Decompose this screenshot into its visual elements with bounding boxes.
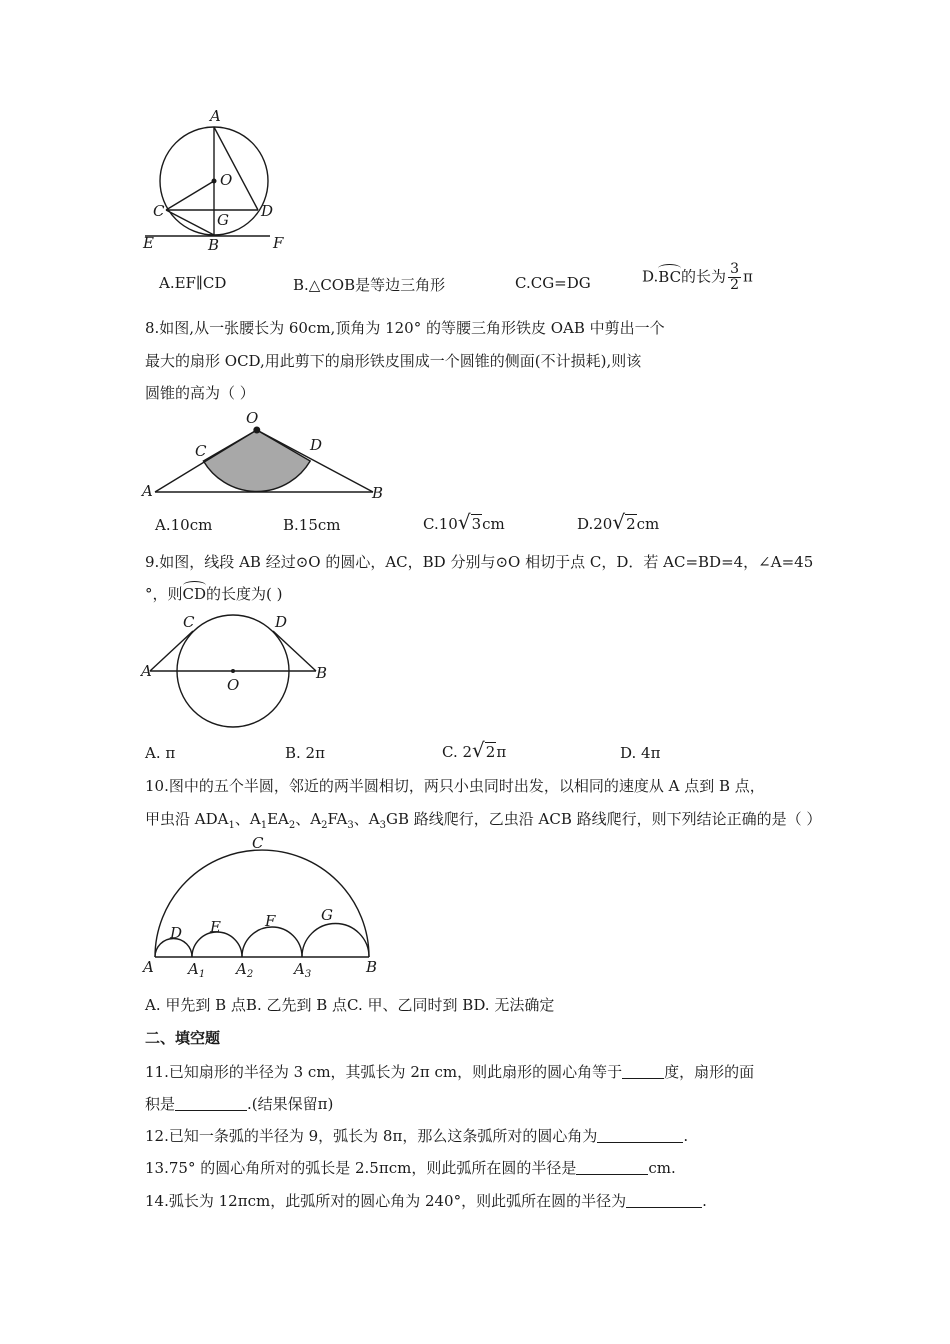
- q7-option-a: A.EF∥CD: [159, 274, 227, 292]
- fig10-label-a: A: [143, 958, 154, 976]
- q13-text: 13.75° 的圆心角所对的弧长是 2.5πcm，则此弧所在圆的半径是 cm.: [145, 1159, 676, 1177]
- fig7-label-c: C: [153, 202, 165, 220]
- q7-circle-figure: [140, 108, 290, 253]
- q8-text-line3: 圆锥的高为（ ）: [145, 384, 255, 402]
- q7-option-d: D.BC的长为 $\frac{3}{2}$ π: [642, 261, 753, 293]
- q11-text-line1: 11.已知扇形的半径为 3 cm，其弧长为 2π cm，则此扇形的圆心角等于 度，扇形的面: [145, 1063, 755, 1081]
- q9-option-d: D. 4π: [620, 744, 661, 762]
- fig8-label-d: D: [310, 436, 323, 454]
- fig10-label-f: F: [265, 912, 276, 930]
- q8-text-line1: 8.如图,从一张腰长为 60cm,顶角为 120° 的等腰三角形铁皮 OAB 中剪出一个: [145, 319, 665, 337]
- fig7-label-d: D: [261, 202, 274, 220]
- q9-text-line1: 9.如图，线段 AB 经过⊙O 的圆心，AC，BD 分别与⊙O 相切于点 C，D．若 AC=BD=4，∠A=45: [145, 553, 814, 571]
- q9-text-line2: °，则CD的长度为( ): [145, 585, 283, 603]
- fig8-label-a: A: [142, 482, 153, 500]
- fig8-label-o: O: [246, 409, 259, 427]
- fig10-label-g: G: [321, 906, 333, 924]
- q9-tangent-figure: [140, 612, 330, 732]
- q10-semicircles-figure: [140, 836, 380, 981]
- fig10-label-b: B: [366, 958, 378, 976]
- fig9-label-d: D: [275, 613, 288, 631]
- fig7-label-e: E: [143, 234, 154, 252]
- fig7-label-b: B: [208, 236, 220, 253]
- fig9-label-c: C: [183, 613, 195, 631]
- fig10-label-a1: $A_1$: [188, 960, 206, 980]
- fig7-label-g: G: [217, 211, 229, 229]
- q7-option-c: C.CG=DG: [515, 274, 591, 292]
- q8-option-d: D.20√2cm: [577, 510, 660, 534]
- fig9-label-b: B: [316, 664, 328, 682]
- fig10-label-c: C: [252, 836, 264, 852]
- q8-option-b: B.15cm: [283, 516, 341, 534]
- q7-option-b: B.△COB是等边三角形: [293, 276, 446, 294]
- fig7-label-f: F: [273, 234, 284, 252]
- q9-option-c: C. 2√2π: [442, 738, 507, 762]
- fig10-label-a2: $A_2$: [236, 960, 254, 980]
- q11-text-line2: 积是 .(结果保留π): [145, 1095, 334, 1113]
- q11-blank-area[interactable]: [175, 1110, 247, 1111]
- q10-text-line1: 10.图中的五个半圆，邻近的两半圆相切，两只小虫同时出发，以相同的速度从 A 点到 B 点，: [145, 777, 765, 795]
- fig7-label-a: A: [210, 108, 221, 125]
- fig10-label-a3: $A_3$: [294, 960, 312, 980]
- q10-options: A. 甲先到 B 点B. 乙先到 B 点C. 甲、乙同时到 BD. 无法确定: [145, 996, 555, 1014]
- q10-text-line2: 甲虫沿 $ADA_1$、$A_1EA_2$、$A_2FA_3$、$A_3GB$ 路线爬行，乙虫沿 ACB 路线爬行，则下列结论正确的是（ ）: [145, 810, 822, 831]
- q9-option-b: B. 2π: [285, 744, 325, 762]
- fig8-label-c: C: [195, 442, 207, 460]
- q8-text-line2: 最大的扇形 OCD,用此剪下的扇形铁皮围成一个圆锥的侧面(不计损耗),则该: [145, 352, 642, 370]
- q8-option-c: C.10√3cm: [423, 510, 505, 534]
- q12-blank[interactable]: [597, 1142, 683, 1143]
- fig8-label-b: B: [372, 484, 384, 502]
- fig10-label-d: D: [170, 924, 183, 942]
- q8-option-a: A.10cm: [155, 516, 213, 534]
- q13-blank[interactable]: [576, 1174, 648, 1175]
- q11-blank-angle[interactable]: [622, 1078, 664, 1079]
- fig9-label-a: A: [141, 662, 152, 680]
- section-fill-in-heading: 二、填空题: [145, 1029, 221, 1047]
- q9-option-a: A. π: [145, 744, 176, 762]
- q12-text: 12.已知一条弧的半径为 9，弧长为 8π，那么这条弧所对的圆心角为 .: [145, 1127, 689, 1145]
- q8-sector-figure: [140, 408, 390, 503]
- fig10-label-e: E: [210, 918, 221, 936]
- q14-blank[interactable]: [626, 1207, 702, 1208]
- q14-text: 14.弧长为 12πcm，此弧所对的圆心角为 240°，则此弧所在圆的半径为 .: [145, 1192, 707, 1210]
- fig7-label-o: O: [220, 171, 233, 189]
- fig9-label-o: O: [227, 676, 240, 694]
